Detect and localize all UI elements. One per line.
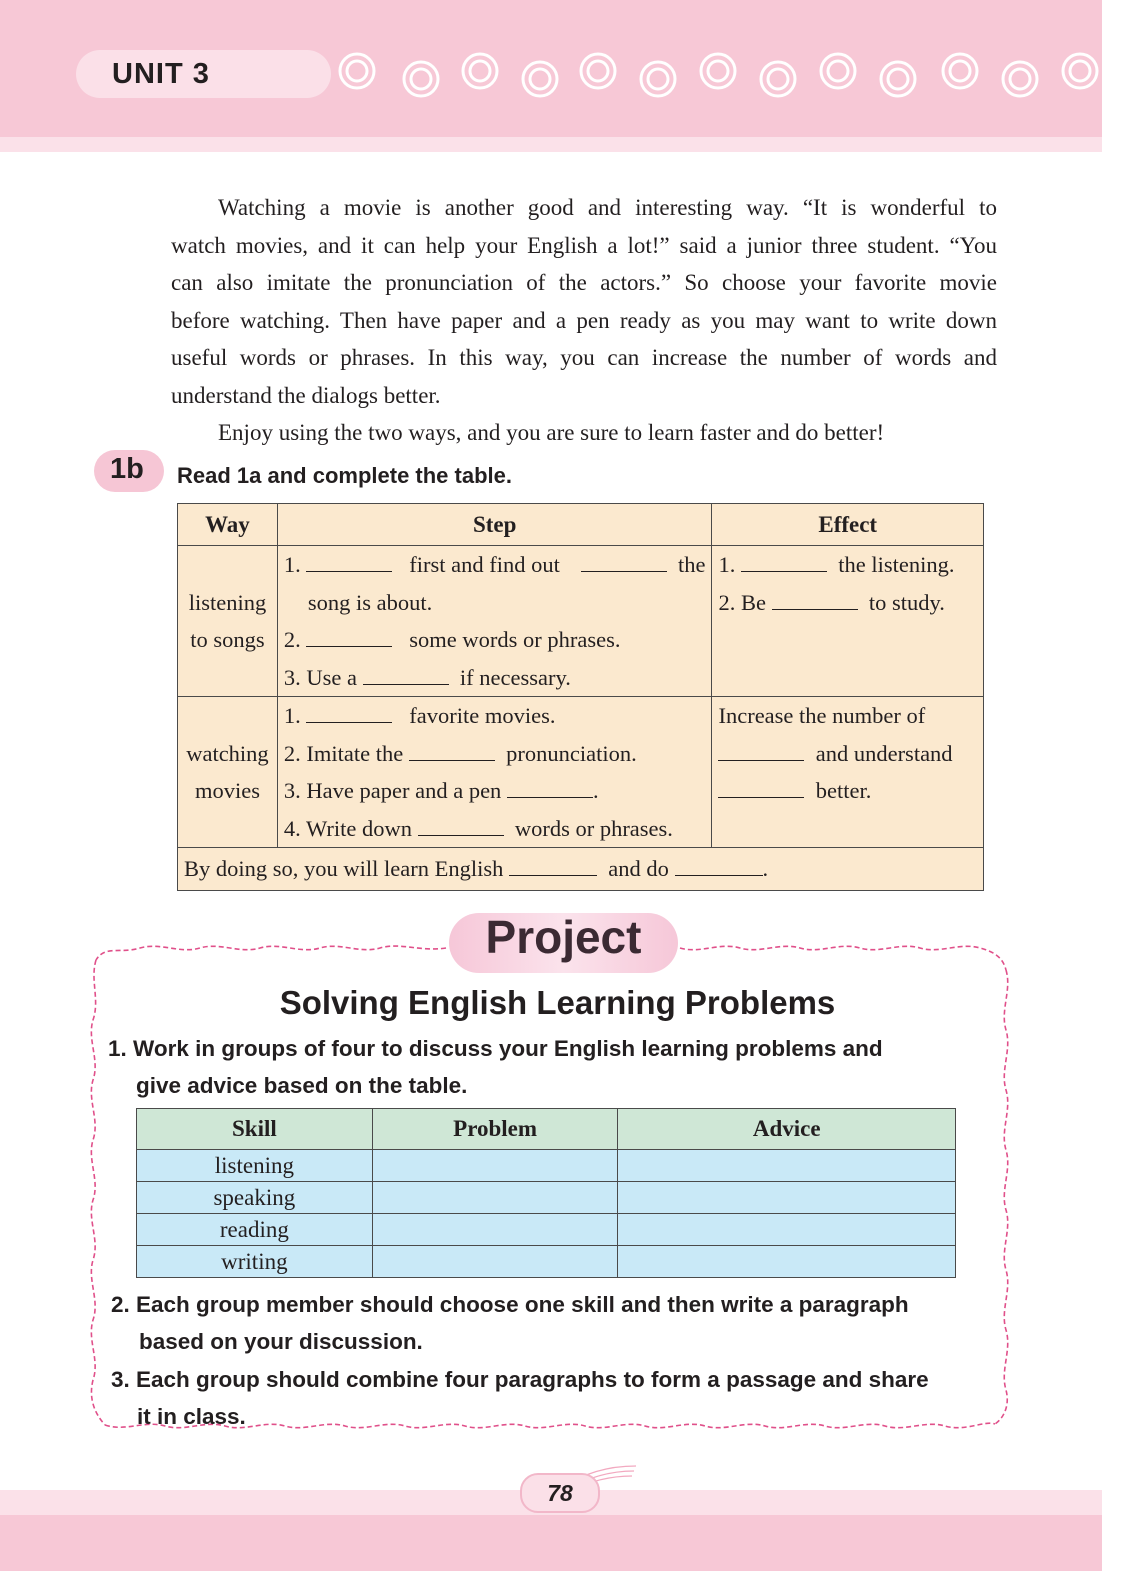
step-text: some words or phrases. xyxy=(409,627,621,652)
page-footer xyxy=(0,1515,1102,1571)
effect-text: Increase the number of xyxy=(718,703,926,728)
step-text: 2. xyxy=(283,627,301,652)
problem-cell[interactable] xyxy=(372,1214,618,1246)
table-header-row xyxy=(137,1109,956,1150)
step-text: 3. Have paper and a pen xyxy=(283,778,502,803)
summary-text: and do xyxy=(608,856,669,881)
skill-cell: listening xyxy=(137,1150,373,1182)
table-row xyxy=(137,1214,956,1246)
paragraph-line: Enjoy using the two ways, and you are sure to learn faster and do better! xyxy=(218,420,885,445)
step-text: favorite movies. xyxy=(409,703,556,728)
header-way: Way xyxy=(178,504,278,546)
task-text: 3. Each group should combine four paragraphs to form a passage and share xyxy=(111,1367,929,1392)
exercise-badge-label: 1b xyxy=(110,453,144,485)
paragraph-line: watch movies, and it can help your English a lot!” said a junior three student. “You xyxy=(171,232,997,258)
paragraph-line: Watching a movie is another good and interesting way. “It is wonderful to xyxy=(218,195,997,220)
way-label: listening xyxy=(188,589,267,615)
summary-text: . xyxy=(762,856,769,881)
step-text: if necessary. xyxy=(459,664,571,690)
effect-text: the listening. xyxy=(838,552,955,577)
effect-text: 2. Be xyxy=(718,589,766,615)
problem-cell[interactable] xyxy=(372,1150,618,1182)
paragraph-line: understand the dialogs better. xyxy=(171,382,441,408)
problem-cell[interactable] xyxy=(372,1246,618,1278)
paragraph-line: useful words or phrases. In this way, you can increase the number of words and xyxy=(171,345,997,370)
skill-cell: reading xyxy=(137,1214,373,1246)
summary-text: By doing so, you will learn English xyxy=(184,856,504,881)
skill-cell: speaking xyxy=(137,1182,373,1214)
way-label: to songs xyxy=(190,627,265,652)
project-label: Project xyxy=(485,911,642,963)
step-text: 3. Use a xyxy=(283,664,358,690)
header-skill: Skill xyxy=(137,1109,373,1150)
step-text: 1. xyxy=(283,703,301,728)
project-title: Solving English Learning Problems xyxy=(279,984,836,1021)
advice-cell[interactable] xyxy=(618,1182,956,1214)
page-number: 78 xyxy=(520,1473,600,1513)
header-problem: Problem xyxy=(372,1109,618,1150)
step-text: 4. Write down xyxy=(283,815,412,841)
task-text: give advice based on the table. xyxy=(136,1073,468,1098)
unit-label: UNIT 3 xyxy=(112,58,210,90)
advice-cell[interactable] xyxy=(618,1150,956,1182)
table-row xyxy=(137,1246,956,1278)
task-text: it in class. xyxy=(137,1404,246,1429)
table-row xyxy=(137,1150,956,1182)
skills-table xyxy=(136,1108,956,1278)
task-text: based on your discussion. xyxy=(139,1329,423,1354)
step-text: . xyxy=(592,778,599,803)
step-text: words or phrases. xyxy=(514,815,673,841)
advice-cell[interactable] xyxy=(618,1246,956,1278)
table-row xyxy=(137,1182,956,1214)
effect-text: to study. xyxy=(868,589,945,615)
step-text: song is about. xyxy=(307,589,433,615)
effect-text: 1. xyxy=(718,552,736,577)
way-label: watching xyxy=(186,740,269,766)
skill-cell: writing xyxy=(137,1246,373,1278)
paragraph-line: can also imitate the pronunciation of the actors.” So choose your favorite movie xyxy=(171,270,997,295)
paragraph-line: before watching. Then have paper and a pen ready as you may want to write down xyxy=(171,307,997,333)
step-text: pronunciation. xyxy=(506,740,637,766)
step-text: first and find out xyxy=(409,552,560,577)
header-step: Step xyxy=(277,504,712,546)
effect-text: better. xyxy=(815,778,872,803)
way-label: movies xyxy=(194,778,260,803)
header-advice: Advice xyxy=(618,1109,956,1150)
step-text: 1. xyxy=(283,552,301,577)
advice-cell[interactable] xyxy=(618,1214,956,1246)
step-text: the xyxy=(677,552,706,577)
task-text: 1. Work in groups of four to discuss your English learning problems and xyxy=(108,1036,883,1061)
task-text: 2. Each group member should choose one skill and then write a paragraph xyxy=(111,1292,909,1317)
effect-text: and understand xyxy=(815,740,953,766)
problem-cell[interactable] xyxy=(372,1182,618,1214)
step-text: 2. Imitate the xyxy=(283,740,404,766)
header-effect: Effect xyxy=(712,504,984,546)
exercise-instruction: Read 1a and complete the table. xyxy=(177,463,512,488)
